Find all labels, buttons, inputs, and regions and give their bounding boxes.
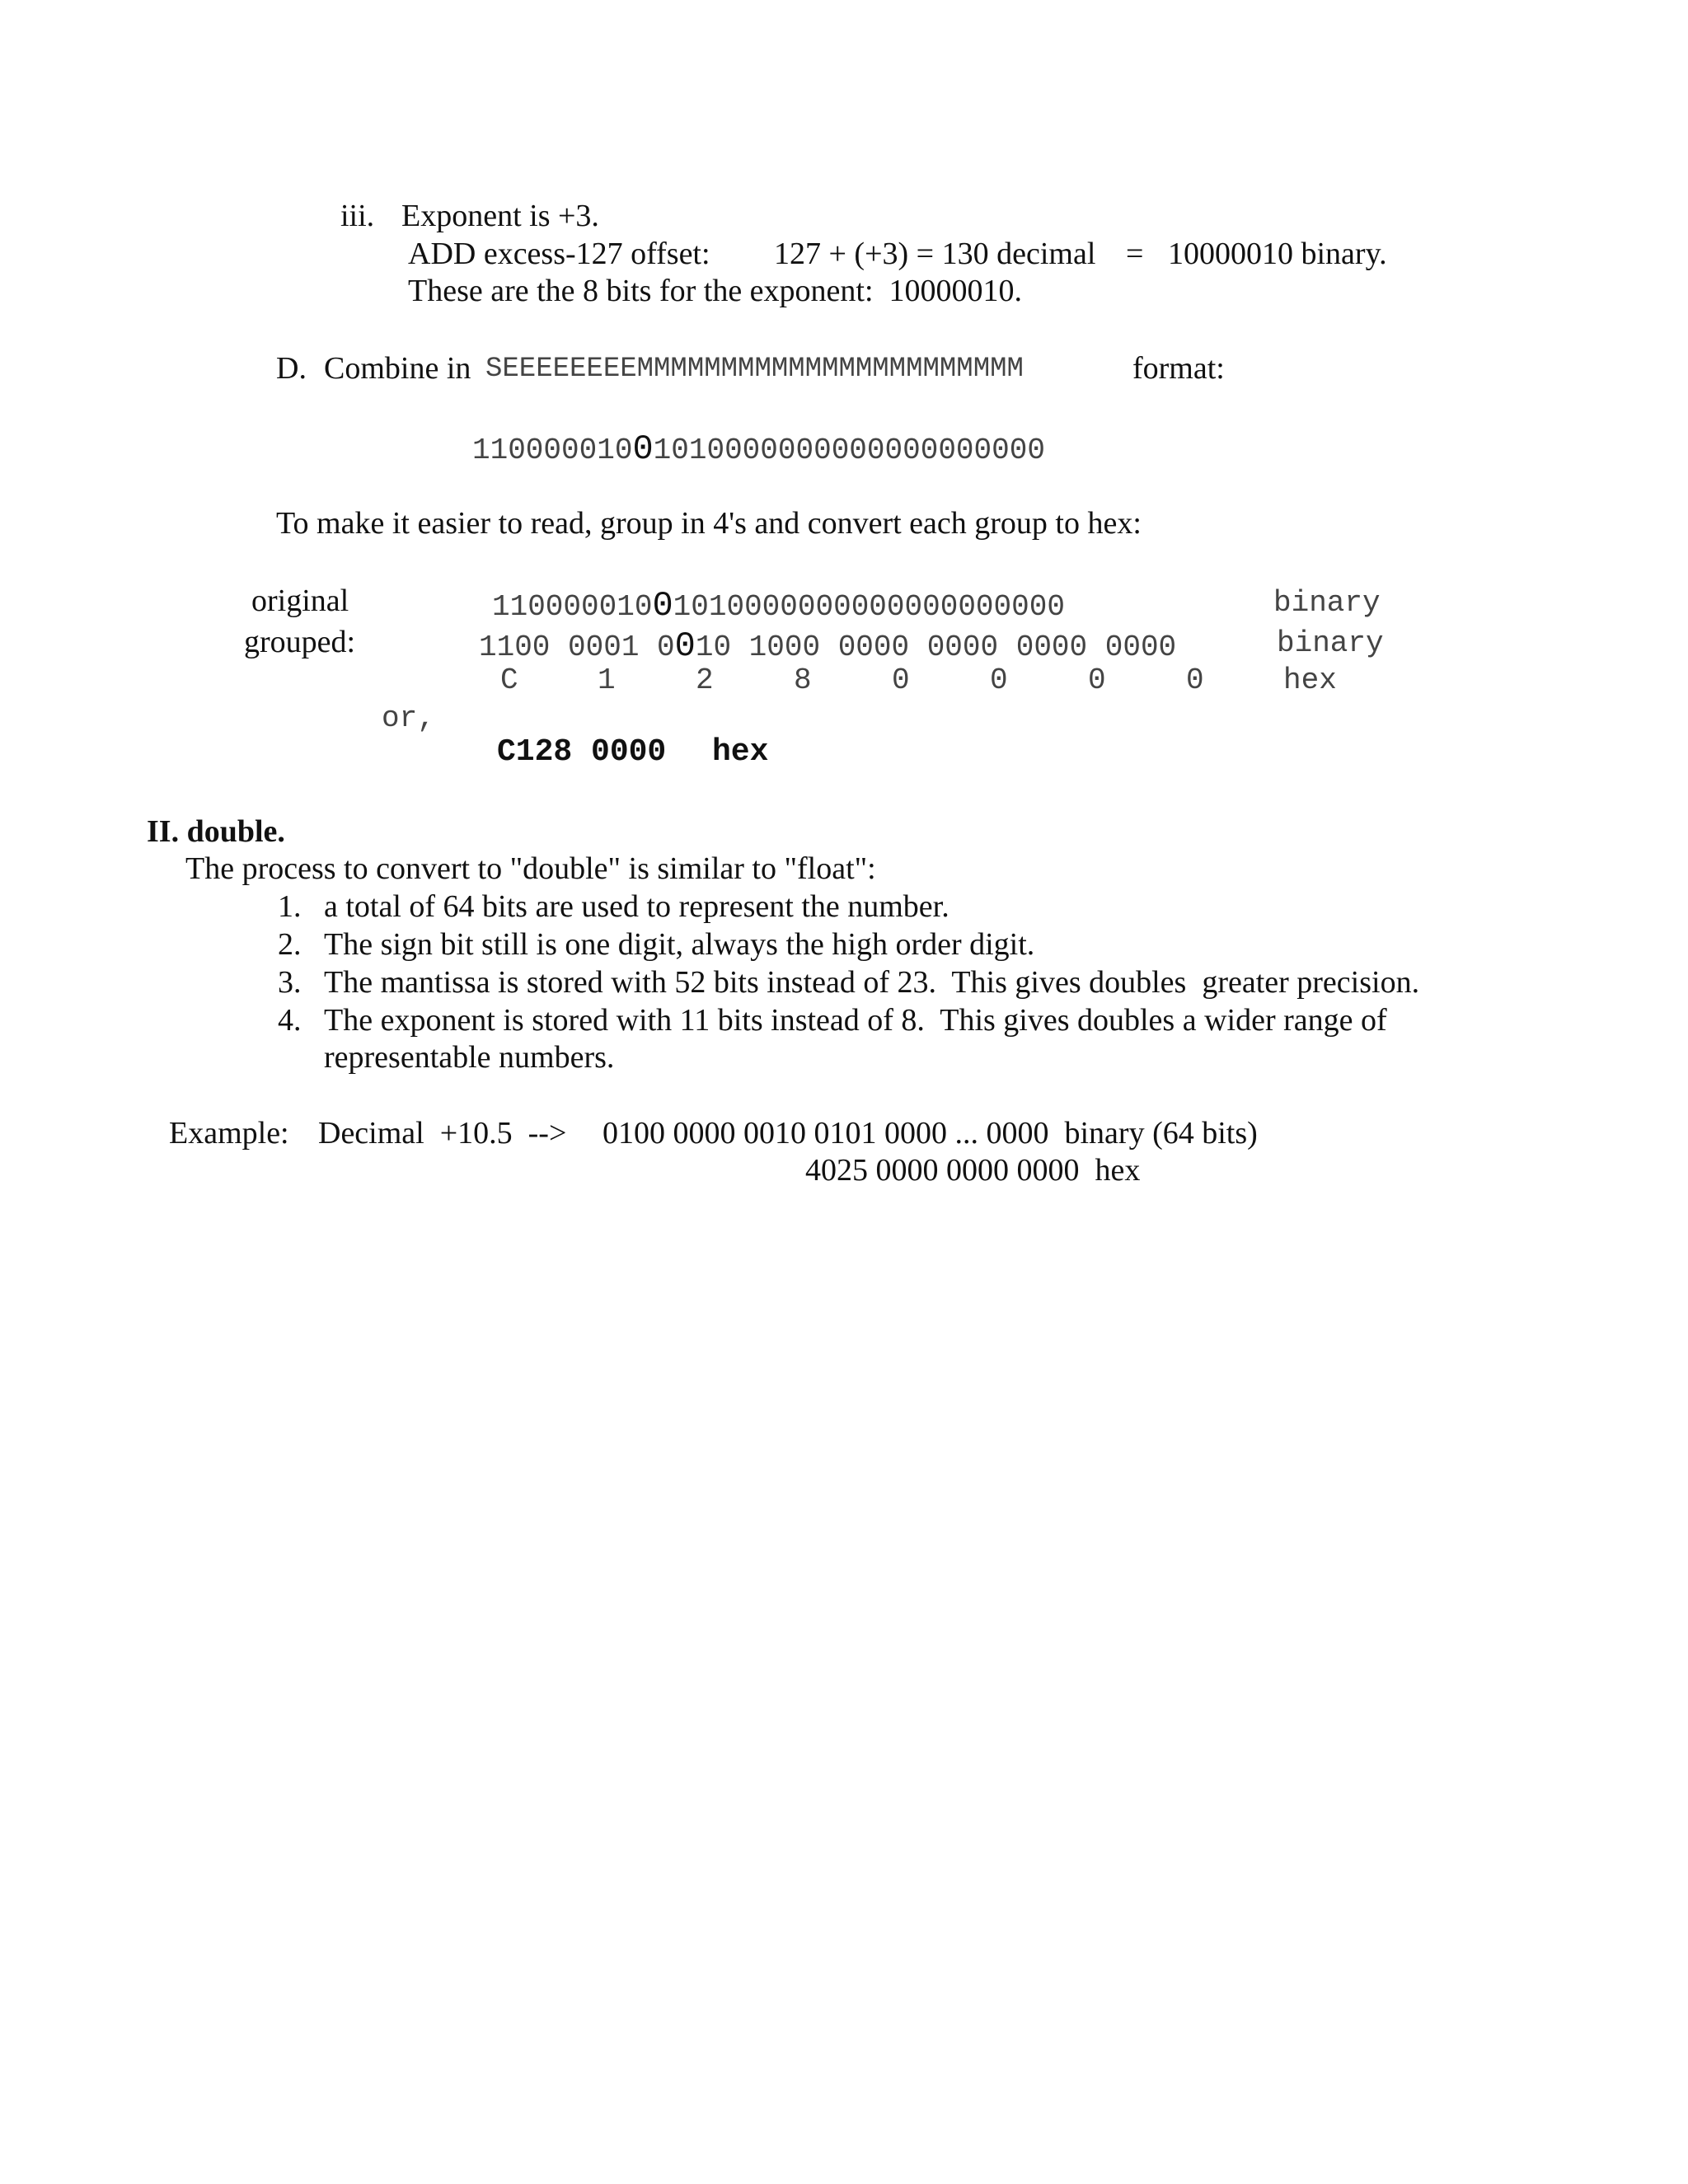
combined-bit-string — [472, 429, 1045, 469]
format-mask: SEEEEEEEEMMMMMMMMMMMMMMMMMMMMMMM — [485, 355, 1024, 383]
grouped-bit-string — [479, 626, 1177, 666]
combined-bits-post: 1010000000000000000000 — [653, 434, 1045, 467]
hex-digit: 1 — [598, 663, 616, 697]
list-item-text: The mantissa is stored with 52 bits instead of 23. This gives doubles greater precision. — [324, 965, 1420, 1000]
list-item-number: 3. — [278, 965, 302, 1000]
or-label: or, — [382, 701, 435, 735]
example-label: Example: — [169, 1116, 289, 1151]
hex-digit: 0 — [1186, 663, 1204, 697]
grouped-bits-highlight: 0 — [674, 626, 696, 666]
offset-result: 10000010 binary. — [1168, 237, 1387, 271]
list-item-text: The exponent is stored with 11 bits instead of 8. This gives doubles a wider range of — [324, 1003, 1387, 1038]
hex-unit: hex — [1283, 663, 1337, 697]
double-intro: The process to convert to "double" is similar to "float": — [185, 851, 876, 886]
hex-digit: 0 — [892, 663, 910, 697]
original-bit-string — [492, 586, 1065, 626]
list-item-text: The sign bit still is one digit, always the high order digit. — [324, 927, 1035, 962]
step-iii-marker: iii. — [340, 199, 375, 233]
equals-sign: = — [1126, 237, 1144, 271]
original-bits-post: 1010000000000000000000 — [673, 590, 1065, 624]
step-d-marker: D. — [276, 351, 307, 386]
example-decimal: Decimal +10.5 --> — [318, 1116, 567, 1151]
example-hex: 4025 0000 0000 0000 hex — [805, 1153, 1141, 1188]
combined-bits-highlight: 0 — [632, 429, 654, 469]
original-bits-highlight: 0 — [652, 586, 673, 626]
exponent-bits-line: These are the 8 bits for the exponent: 10000010. — [408, 274, 1023, 308]
group-intro: To make it easier to read, group in 4's and convert each group to hex: — [276, 506, 1142, 541]
final-hex-unit: hex — [712, 734, 769, 770]
list-item-number: 2. — [278, 927, 302, 962]
hex-digit: 2 — [696, 663, 714, 697]
offset-calculation: 127 + (+3) = 130 decimal — [774, 237, 1096, 271]
hex-digit: C — [500, 663, 518, 697]
final-hex-value: C128 0000 — [497, 734, 667, 770]
list-item-number: 1. — [278, 889, 302, 924]
original-unit: binary — [1273, 586, 1381, 620]
hex-digit: 0 — [990, 663, 1008, 697]
grouped-label: grouped: — [244, 625, 356, 659]
combined-bits-pre: 110000010 — [472, 434, 633, 467]
step-iii-title: Exponent is +3. — [401, 199, 599, 233]
list-item-number: 4. — [278, 1003, 302, 1038]
hex-digit: 8 — [794, 663, 812, 697]
list-item-continuation: representable numbers. — [324, 1040, 615, 1075]
offset-label: ADD excess-127 offset: — [408, 237, 710, 271]
list-item-text: a total of 64 bits are used to represent the number. — [324, 889, 950, 924]
original-bits-pre: 110000010 — [492, 590, 653, 624]
grouped-bits-pre: 1100 0001 0 — [479, 630, 675, 664]
original-label: original — [251, 583, 349, 618]
section-heading-double: II. double. — [147, 814, 285, 849]
step-d-lead: Combine in — [324, 351, 471, 386]
grouped-bits-post: 10 1000 0000 0000 0000 0000 — [695, 630, 1177, 664]
hex-digit: 0 — [1088, 663, 1106, 697]
example-binary: 0100 0000 0010 0101 0000 ... 0000 binary (64 bits) — [603, 1116, 1258, 1151]
step-d-tail: format: — [1132, 351, 1225, 386]
grouped-unit: binary — [1277, 626, 1384, 660]
